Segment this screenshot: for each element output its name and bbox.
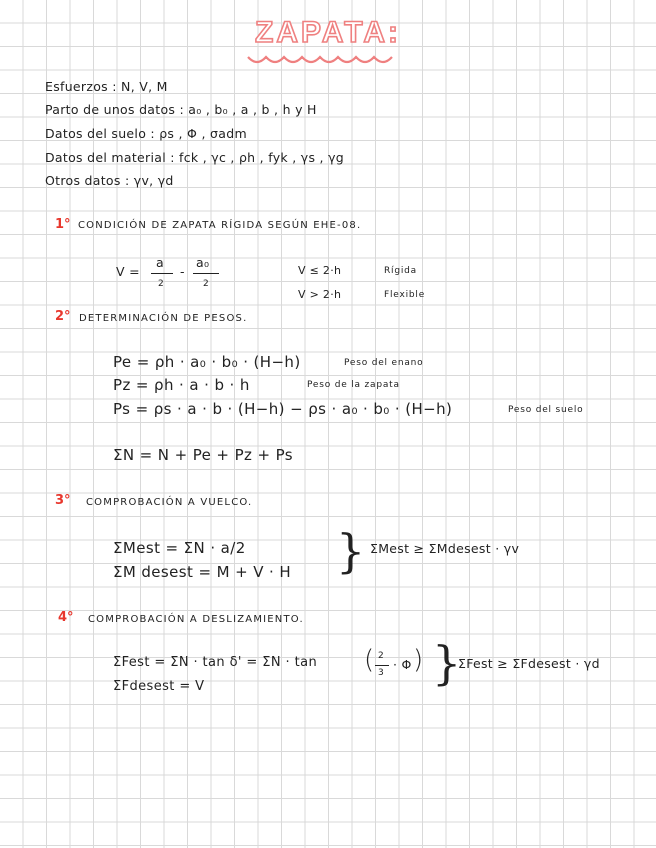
eq-peso-suelo: Ps = ρs · a · b · (H−h) − ρs · a₀ · b₀ · (H−h) xyxy=(113,400,453,418)
label-peso-suelo: Peso del suelo xyxy=(508,405,584,415)
brace-deslizamiento: } xyxy=(432,636,462,690)
title-underline-wave xyxy=(246,53,396,67)
intro-otros-datos: Otros datos : γv, γd xyxy=(45,173,174,188)
brace-vuelco: } xyxy=(336,524,366,578)
intro-datos: Parto de unos datos : a₀ , b₀ , a , b , h y H xyxy=(45,102,317,117)
v-lhs: V = xyxy=(116,264,140,279)
section-4-title: COMPROBACIÓN A DESLIZAMIENTO. xyxy=(88,614,304,625)
intro-datos-material: Datos del material : fck , γc , ρh , fyk , γs , γg xyxy=(45,150,345,165)
section-2-title: DETERMINACIÓN DE PESOS. xyxy=(79,313,248,324)
label-peso-enano: Peso del enano xyxy=(344,358,424,368)
condicion-vuelco: ΣMest ≥ ΣMdesest · γv xyxy=(370,541,520,556)
frac2-bar xyxy=(193,273,219,274)
minus-sign: - xyxy=(180,264,185,279)
section-1-number: 1° xyxy=(55,217,71,232)
label-peso-zapata: Peso de la zapata xyxy=(307,380,400,390)
intro-esfuerzos: Esfuerzos : N, V, M xyxy=(45,79,168,94)
eq-peso-zapata: Pz = ρh · a · b · h xyxy=(113,376,250,394)
cond-rigida-label: Rígida xyxy=(384,266,417,276)
section-3-title: COMPROBACIÓN A VUELCO. xyxy=(86,497,253,508)
cond-rigida: V ≤ 2·h xyxy=(298,264,342,277)
paren-close-icon: ) xyxy=(413,645,424,675)
section-3-number: 3° xyxy=(55,493,71,508)
section-1-title: CONDICIÓN DE ZAPATA RÍGIDA SEGÚN EHE-08. xyxy=(78,220,362,231)
section-2-number: 2° xyxy=(55,309,71,324)
frac2-denominator: 2 xyxy=(203,279,210,289)
condicion-deslizamiento: ΣFest ≥ ΣFdesest · γd xyxy=(458,656,600,671)
f1-frac-bar xyxy=(375,665,389,666)
frac2-numerator: a₀ xyxy=(196,255,210,270)
paren-open-icon: ( xyxy=(364,645,375,675)
f1-phi: · Φ xyxy=(393,657,412,672)
eq-fuerza-estabilizadora: ΣFest = ΣN · tan δ' = ΣN · tan xyxy=(113,655,318,670)
eq-peso-enano: Pe = ρh · a₀ · b₀ · (H−h) xyxy=(113,353,301,371)
intro-datos-suelo: Datos del suelo : ρs , Φ , σadm xyxy=(45,126,247,141)
f1-frac-denominator: 3 xyxy=(378,668,385,678)
eq-momento-estabilizador: ΣMest = ΣN · a/2 xyxy=(113,539,246,557)
frac1-numerator: a xyxy=(156,255,164,270)
page-title: ZAPATA: xyxy=(255,16,401,49)
cond-flexible: V > 2·h xyxy=(298,288,342,301)
frac1-denominator: 2 xyxy=(158,279,165,289)
frac1-bar xyxy=(151,273,173,274)
f1-frac-numerator: 2 xyxy=(378,651,385,661)
eq-fuerza-desestabilizadora: ΣFdesest = V xyxy=(113,679,205,694)
section-4-number: 4° xyxy=(58,610,74,625)
eq-momento-desestabilizador: ΣM desest = M + V · H xyxy=(113,563,292,581)
cond-flexible-label: Flexible xyxy=(384,290,426,300)
eq-suma-n: ΣN = N + Pe + Pz + Ps xyxy=(113,446,293,464)
